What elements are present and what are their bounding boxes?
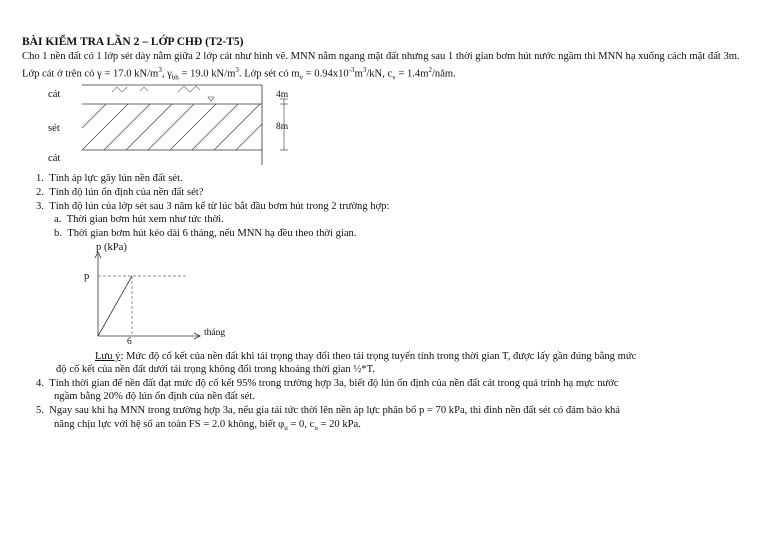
- note-label: Lưu ý: [95, 351, 121, 362]
- question-3b: Thời gian bơm hút kéo dài 6 tháng, nếu MNN hạ đều theo thời gian.: [67, 228, 357, 239]
- question-2: Tính độ lún ổn định của nền đất sét?: [49, 187, 204, 198]
- question-5: Ngay sau khi hạ MNN trong trường hợp 3a, nếu gia tải tức thời lên nền áp lực phân bố p = 70 kPa, thì đinh nền đất sét có đảm bảo khả: [49, 405, 621, 416]
- question-5-cont: năng chịu lực với hệ số an toàn FS = 2.0 không, biết $\varphi_u = 0$, $c_u = 20$ kPa.: [54, 419, 361, 433]
- dim-label-8m: 8m: [276, 122, 289, 132]
- question-3a: Thời gian bơm hút xem như tức thời.: [66, 214, 224, 225]
- note-line-1: Lưu ý: Mức độ cố kết của nền đất khi tải trọng thay đổi theo tải trọng tuyến tính trong thời gian T, được lấy gần đúng bằng mức: [95, 351, 637, 362]
- question-1: Tính áp lực gây lún nền đất sét.: [49, 173, 183, 184]
- graph-p-marker: p: [84, 271, 90, 282]
- layer-label-bottom-sand: cát: [48, 153, 61, 164]
- question-3: Tính độ lún của lớp sét sau 3 năm kể từ lúc bắt đầu bơm hút trong 2 trường hợp:: [49, 201, 390, 212]
- question-4-cont: ngầm bằng 20% độ lún ổn định của nền đất sét.: [54, 391, 255, 402]
- dim-label-4m: 4m: [276, 90, 289, 100]
- page-title: BÀI KIỂM TRA LẦN 2 – LỚP CHĐ (T2-T5): [22, 36, 244, 48]
- intro-paragraph: Cho 1 nền đất có 1 lớp sét dày nằm giữa 2 lớp cát như hình vẽ. MNN nằm ngang mặt đất nhưng sau 1 thời gian bơm hút nước ngầm thì MNN hạ xuống cách mặt đất 3m. Lớp cát ở trên có γ = 17.0 $kN/m^3$, $\gamma_{bh} = 19.0$ $kN/m^3$. Lớp sét có $m_v = 0.94x10^{-3}m^3/kN$, $c_v$ = $1.4m^2$/năm.: [22, 51, 740, 82]
- load-ramp-line: [98, 276, 132, 336]
- graph-x-axis-label: tháng: [204, 328, 226, 338]
- graph-y-axis-label: p (kPa): [96, 242, 127, 253]
- graph-x-marker: 6: [127, 337, 132, 347]
- question-4: Tính thời gian để nền đất đạt mức độ cố kết 95% trong trường hợp 3a, biết độ lún ổn định của nền đất cát trong quá trình hạ mực nước: [49, 378, 619, 389]
- layer-label-clay: sét: [48, 123, 60, 134]
- note-line-2: độ cố kết của nền đất dưới tải trọng không đổi trong khoảng thời gian ½*T.: [56, 364, 375, 375]
- layer-label-top-sand: cát: [48, 89, 61, 100]
